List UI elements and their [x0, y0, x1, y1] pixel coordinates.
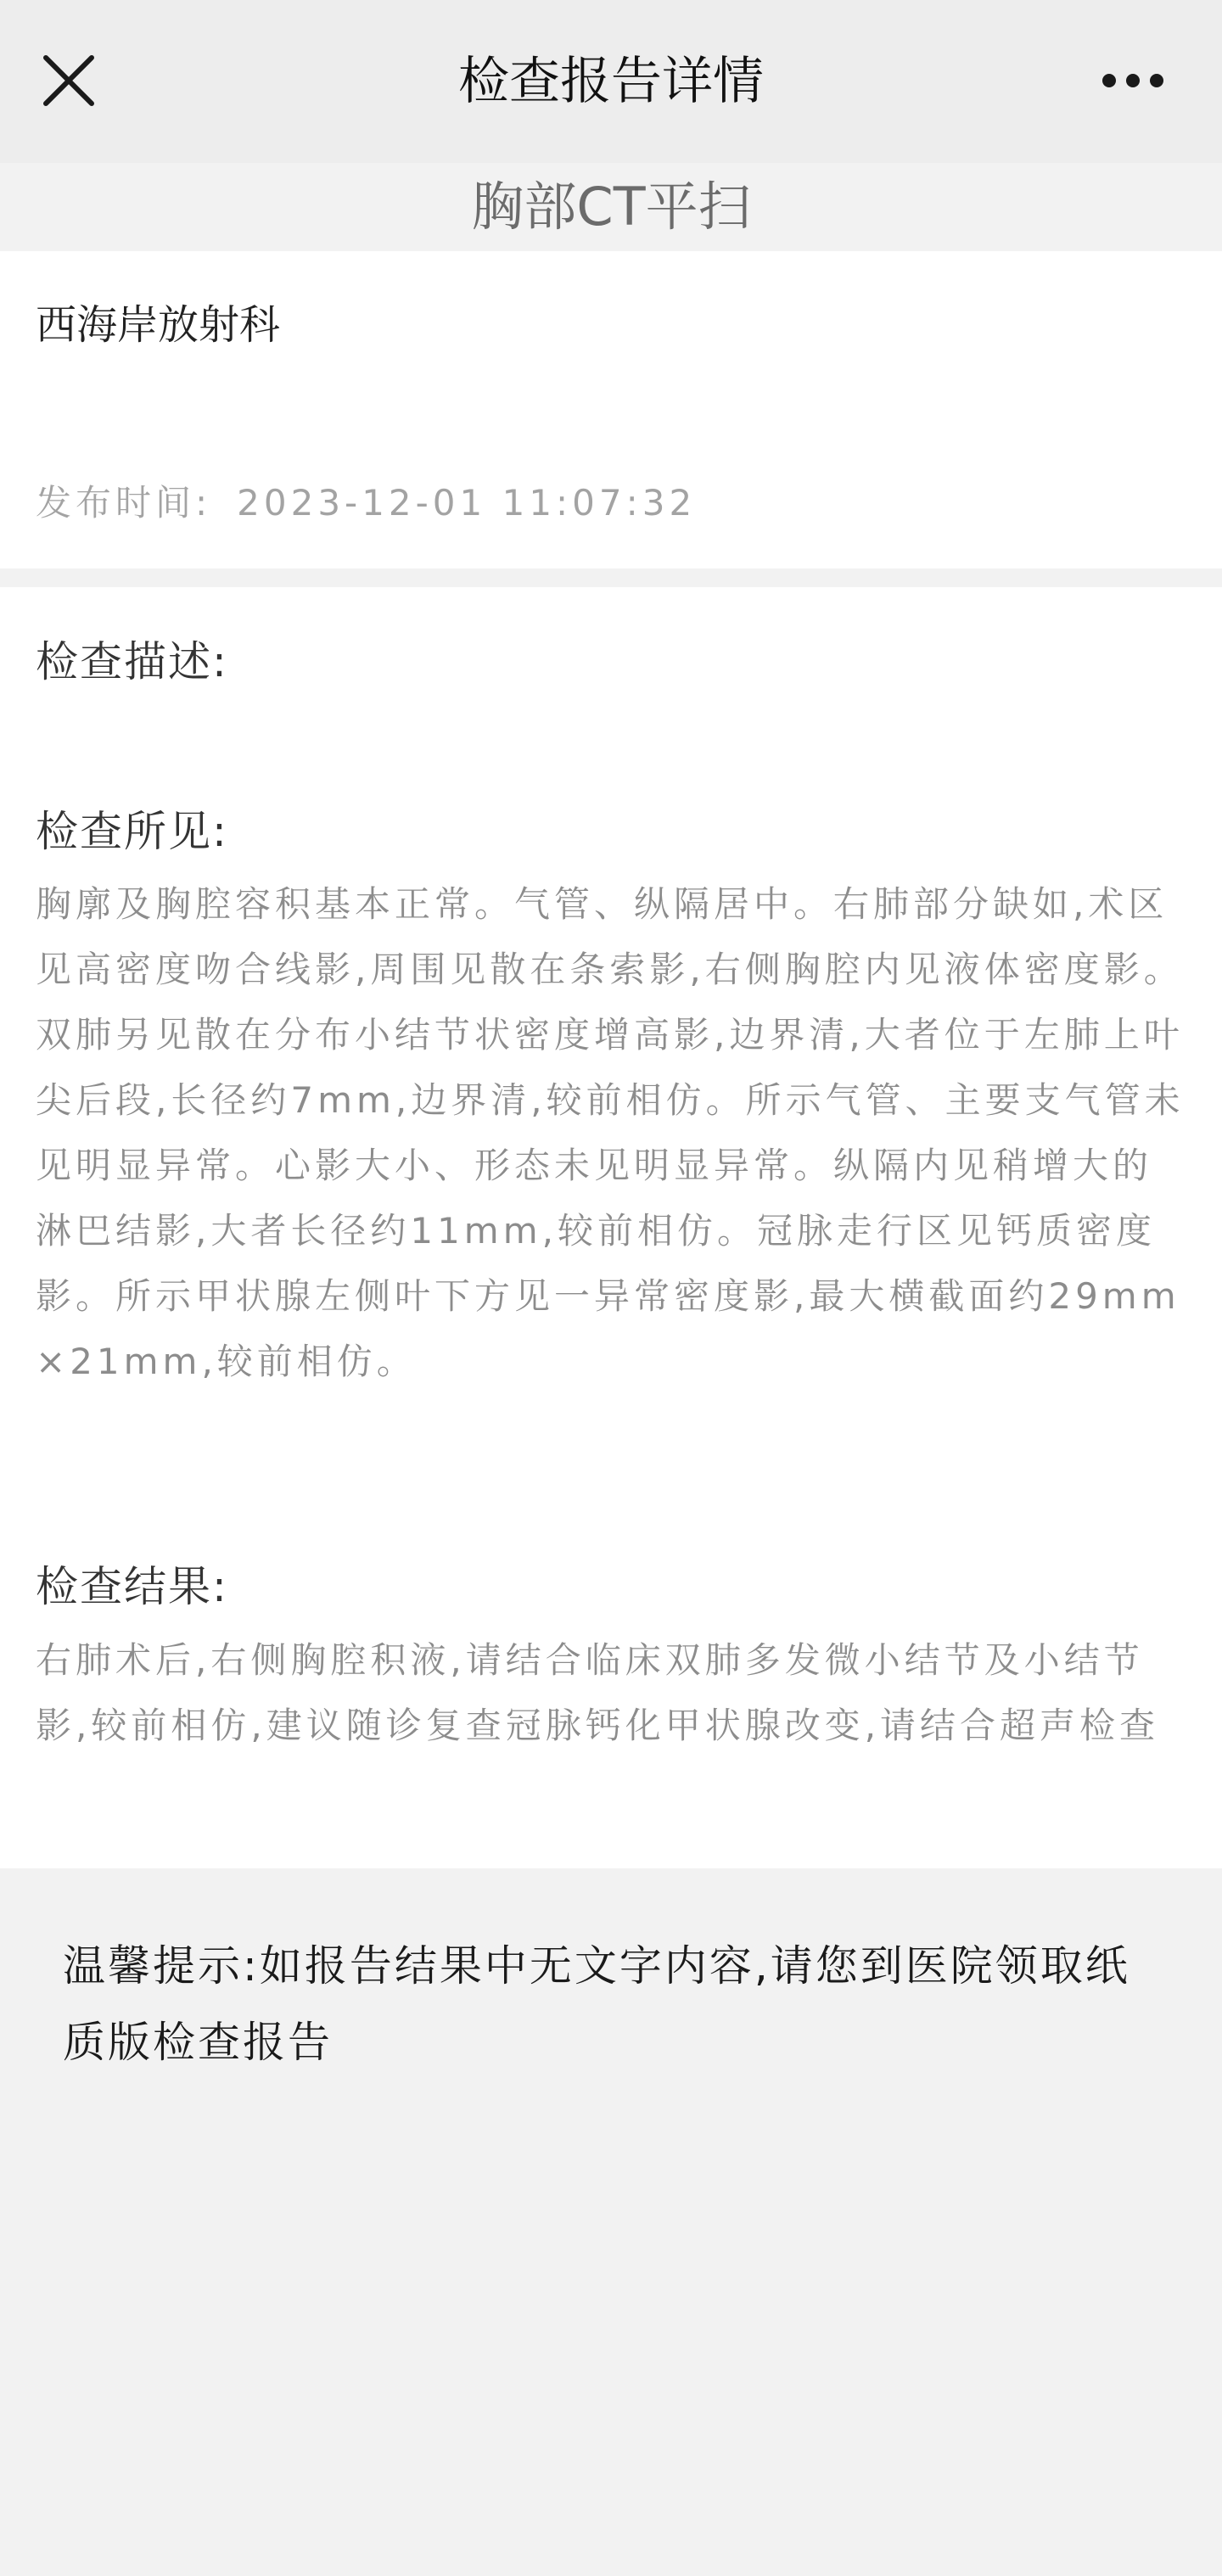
department-name: 西海岸放射科	[36, 301, 281, 349]
top-navigation-bar	[0, 0, 1222, 163]
result-text: 右肺术后,右侧胸腔积液,请结合临床双肺多发微小结节及小结节影,较前相仿,建议随诊复查冠脉钙化甲状腺改变,请结合超声检查	[36, 1639, 1160, 1746]
exam-name: 胸部CT平扫	[471, 176, 751, 238]
publish-info	[36, 475, 696, 526]
page-title: 检查报告详情	[458, 52, 764, 111]
more-dots-icon	[1101, 72, 1165, 89]
close-icon	[42, 54, 95, 107]
description-label: 检查描述:	[36, 637, 228, 686]
report-meta-card	[0, 251, 1222, 568]
more-options-button[interactable]	[1086, 42, 1180, 119]
report-content-card	[0, 587, 1222, 1868]
notice-tip: 温馨提示:如报告结果中无文字内容,请您到医院领取纸质版检查报告	[63, 1941, 1130, 2067]
publish-time-value: 2023-12-01 11:07:32	[237, 482, 697, 524]
findings-text: 胸廓及胸腔容积基本正常。气管、纵隔居中。右肺部分缺如,术区见高密度吻合线影,周围见散在条索影,右侧胸腔内见液体密度影。双肺另见散在分布小结节状密度增高影,边界清,大者位于左肺上叶尖后段,长径约7mm,边界清,较前相仿。所示气管、主要支气管未见明显异常。心影大小、形态未见明显异常。纵隔内见稍增大的淋巴结影,大者长径约11mm,较前相仿。冠脉走行区见钙质密度影。所示甲状腺左侧叶下方见一异常密度影,最大横截面约29mm×21mm,较前相仿。	[36, 883, 1185, 1382]
findings-label: 检查所见:	[36, 807, 228, 856]
result-label: 检查结果:	[36, 1562, 228, 1611]
close-button[interactable]	[31, 42, 107, 119]
publish-time-label: 发布时间:	[36, 482, 212, 524]
